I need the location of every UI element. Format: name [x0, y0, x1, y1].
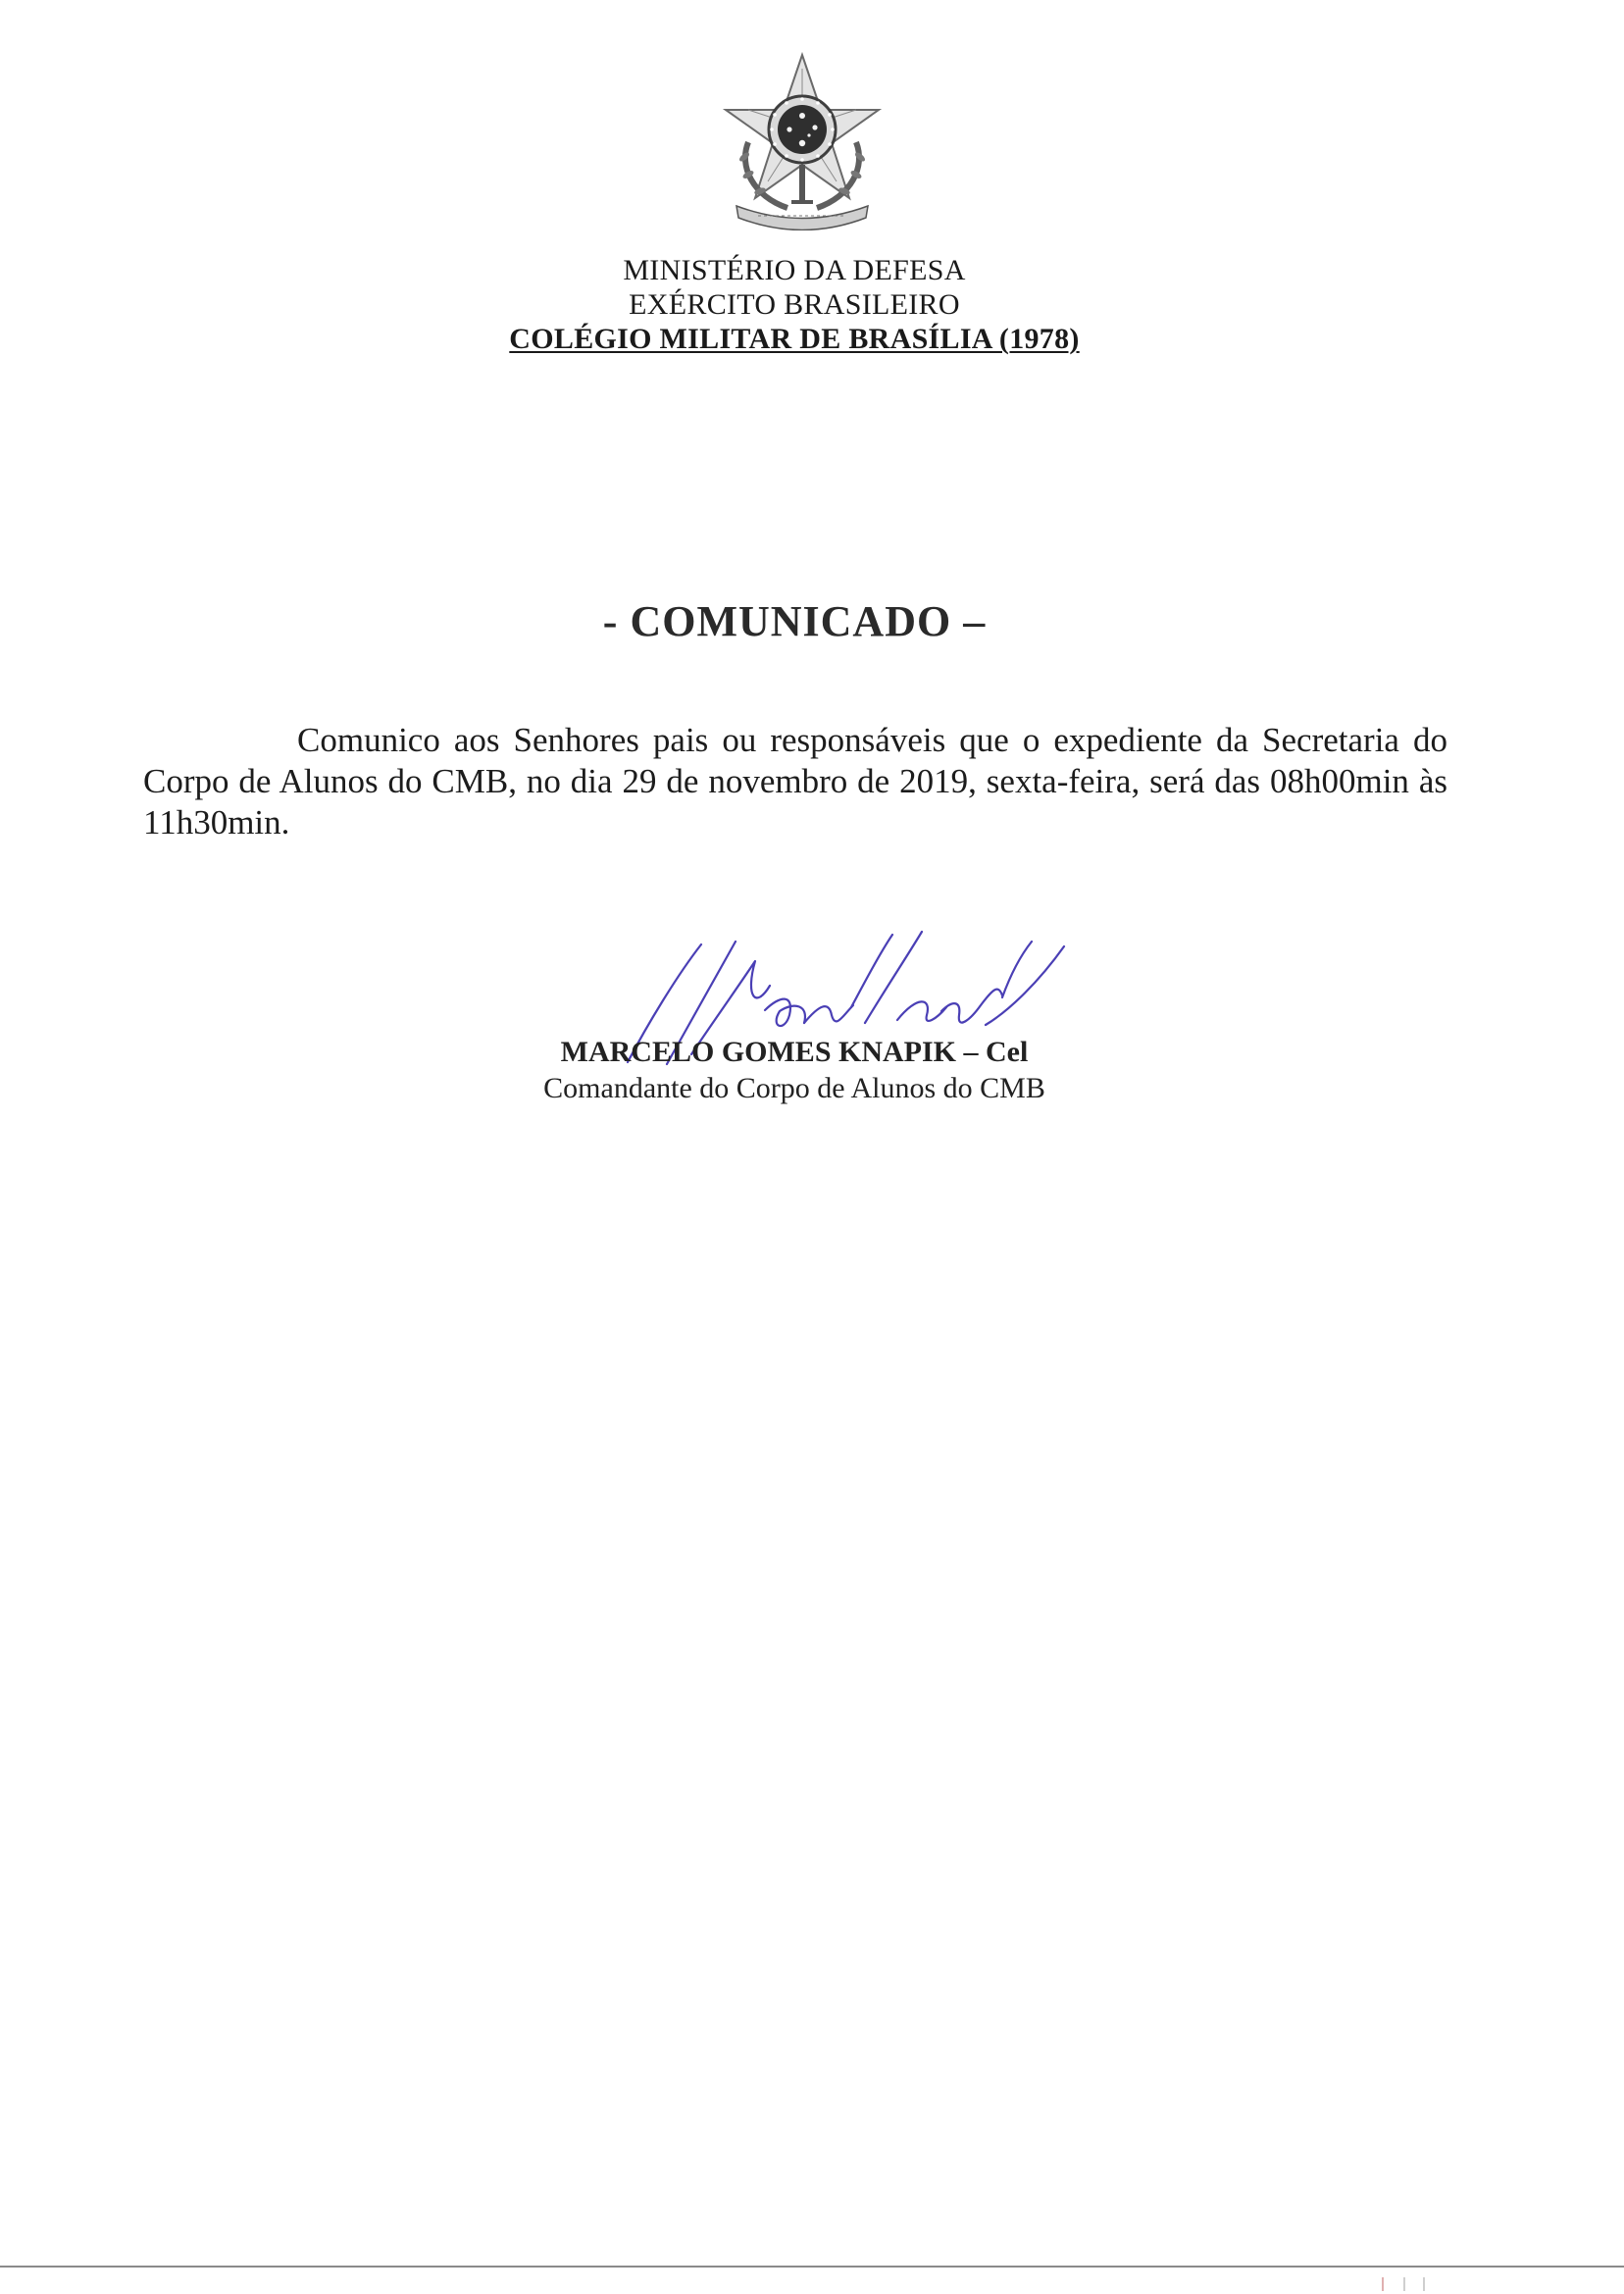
brazil-coat-of-arms-icon [719, 49, 886, 230]
signatory-block [0, 1035, 1589, 1107]
scan-edge-marks [1373, 2277, 1432, 2291]
page-bottom-rule [0, 2266, 1624, 2268]
ministry-line: MINISTÉRIO DA DEFESA [623, 254, 966, 286]
school-line: COLÉGIO MILITAR DE BRASÍLIA (1978) [509, 323, 1080, 355]
body-paragraph: Comunico aos Senhores pais ou responsáveis que o expediente da Secretaria do Corpo de Alunos do CMB, no dia 29 de novembro de 2019, sexta-feira, será das 08h00min às 11h30min. [143, 721, 1447, 841]
signatory-name: MARCELO GOMES KNAPIK – Cel [560, 1036, 1029, 1068]
document-title: - COMUNICADO – [602, 597, 987, 645]
army-line: EXÉRCITO BRASILEIRO [629, 288, 960, 321]
letterhead [0, 253, 1589, 356]
signatory-role: Comandante do Corpo de Alunos do CMB [543, 1072, 1045, 1104]
